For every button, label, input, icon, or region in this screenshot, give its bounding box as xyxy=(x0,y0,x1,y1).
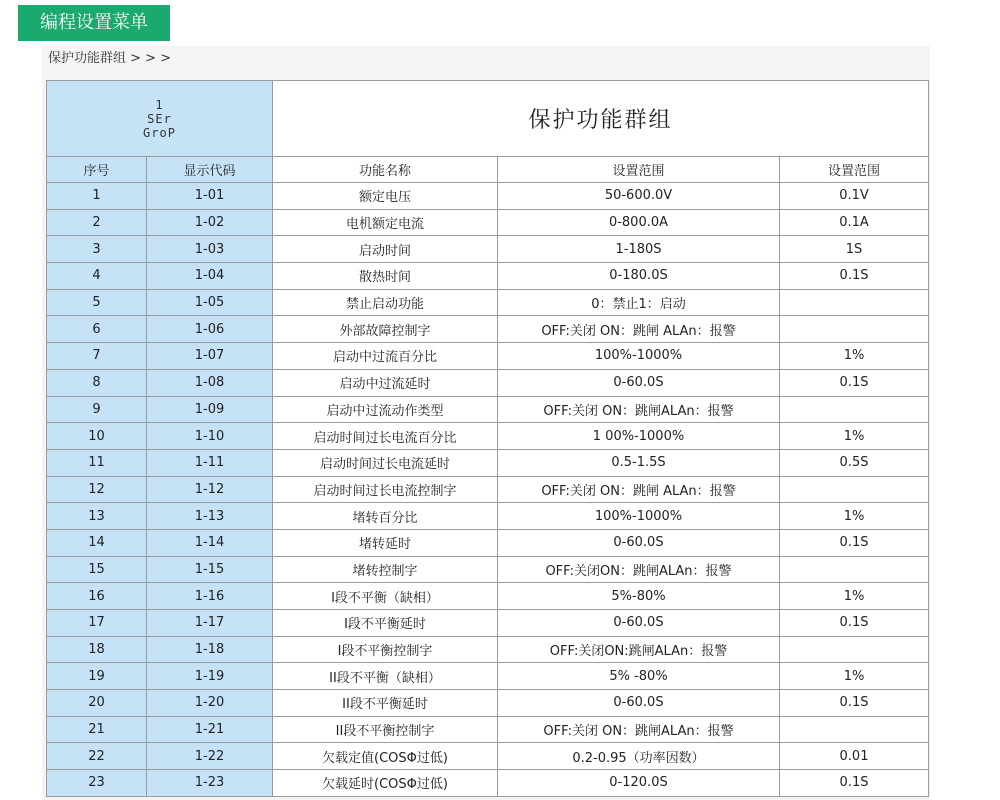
cell-code: 1-02 xyxy=(147,209,273,236)
table-row xyxy=(47,716,929,743)
table-row xyxy=(47,476,929,503)
cell-step: 0.1A xyxy=(780,209,929,236)
table-row xyxy=(47,423,929,450)
cell-step xyxy=(780,396,929,423)
cell-step: 0.1V xyxy=(780,183,929,210)
cell-function-name: I段不平衡控制字 xyxy=(273,636,498,663)
cell-step: 1% xyxy=(780,343,929,370)
cell-function-name: 启动中过流延时 xyxy=(273,369,498,396)
table-row xyxy=(47,743,929,770)
cell-function-name: 散热时间 xyxy=(273,263,498,290)
cell-code: 1-08 xyxy=(147,369,273,396)
cell-index: 23 xyxy=(47,770,147,797)
cell-range: 5%-80% xyxy=(498,583,780,610)
cell-range: 5% -80% xyxy=(498,663,780,690)
cell-range: 0：禁止1：启动 xyxy=(498,289,780,316)
cell-function-name: 启动中过流动作类型 xyxy=(273,396,498,423)
display-code-line: SEr xyxy=(147,111,172,126)
table-row xyxy=(47,209,929,236)
table-row xyxy=(47,396,929,423)
breadcrumb: 保护功能群组 > > > xyxy=(48,51,172,66)
cell-function-name: II段不平衡控制字 xyxy=(273,716,498,743)
table-row xyxy=(47,289,929,316)
cell-step xyxy=(780,716,929,743)
table-row xyxy=(47,236,929,263)
cell-code: 1-22 xyxy=(147,743,273,770)
cell-code: 1-09 xyxy=(147,396,273,423)
cell-range: 0-800.0A xyxy=(498,209,780,236)
cell-step xyxy=(780,289,929,316)
cell-range: 0-60.0S xyxy=(498,369,780,396)
cell-code: 1-14 xyxy=(147,529,273,556)
cell-function-name: 堵转控制字 xyxy=(273,556,498,583)
cell-function-name: 启动中过流百分比 xyxy=(273,343,498,370)
cell-code: 1-10 xyxy=(147,423,273,450)
cell-index: 10 xyxy=(47,423,147,450)
cell-function-name: I段不平衡（缺相） xyxy=(273,583,498,610)
cell-range: OFF:关闭ON:跳闸ALAn：报警 xyxy=(498,636,780,663)
cell-code: 1-01 xyxy=(147,183,273,210)
parameter-table xyxy=(46,80,929,797)
cell-range: 0-60.0S xyxy=(498,529,780,556)
cell-index: 11 xyxy=(47,449,147,476)
cell-code: 1-03 xyxy=(147,236,273,263)
cell-step: 1% xyxy=(780,663,929,690)
cell-function-name: 欠载定值(COSΦ过低) xyxy=(273,743,498,770)
cell-index: 15 xyxy=(47,556,147,583)
cell-step: 0.1S xyxy=(780,690,929,717)
cell-range: OFF:关闭ON：跳闸ALAn：报警 xyxy=(498,556,780,583)
col-header-code: 显示代码 xyxy=(147,157,273,183)
col-header-function: 功能名称 xyxy=(273,157,498,183)
cell-index: 20 xyxy=(47,690,147,717)
cell-function-name: 启动时间过长电流控制字 xyxy=(273,476,498,503)
cell-step: 0.1S xyxy=(780,770,929,797)
cell-code: 1-15 xyxy=(147,556,273,583)
cell-step: 1S xyxy=(780,236,929,263)
cell-range: 100%-1000% xyxy=(498,343,780,370)
cell-code: 1-17 xyxy=(147,610,273,637)
cell-range: 100%-1000% xyxy=(498,503,780,530)
cell-step: 1% xyxy=(780,503,929,530)
cell-step: 0.1S xyxy=(780,369,929,396)
cell-function-name: I段不平衡延时 xyxy=(273,610,498,637)
cell-code: 1-07 xyxy=(147,343,273,370)
cell-range: 1-180S xyxy=(498,236,780,263)
col-header-step: 设置范围 xyxy=(780,157,929,183)
cell-function-name: 禁止启动功能 xyxy=(273,289,498,316)
cell-range: 0-180.0S xyxy=(498,263,780,290)
cell-function-name: 启动时间 xyxy=(273,236,498,263)
cell-function-name: 启动时间过长电流百分比 xyxy=(273,423,498,450)
cell-index: 16 xyxy=(47,583,147,610)
table-row xyxy=(47,263,929,290)
cell-step: 0.01 xyxy=(780,743,929,770)
cell-function-name: 启动时间过长电流延时 xyxy=(273,449,498,476)
cell-step xyxy=(780,556,929,583)
cell-step: 1% xyxy=(780,423,929,450)
cell-index: 6 xyxy=(47,316,147,343)
col-header-index: 序号 xyxy=(47,157,147,183)
cell-code: 1-23 xyxy=(147,770,273,797)
table-row xyxy=(47,770,929,797)
cell-index: 8 xyxy=(47,369,147,396)
table-title-row xyxy=(47,81,929,157)
cell-range: 1 00%-1000% xyxy=(498,423,780,450)
table-row xyxy=(47,610,929,637)
cell-range: 50-600.0V xyxy=(498,183,780,210)
cell-index: 19 xyxy=(47,663,147,690)
cell-index: 12 xyxy=(47,476,147,503)
cell-index: 1 xyxy=(47,183,147,210)
cell-index: 5 xyxy=(47,289,147,316)
section-tag: 编程设置菜单 xyxy=(18,5,170,41)
cell-code: 1-18 xyxy=(147,636,273,663)
cell-code: 1-04 xyxy=(147,263,273,290)
cell-function-name: II段不平衡延时 xyxy=(273,690,498,717)
cell-step xyxy=(780,636,929,663)
cell-range: 0-60.0S xyxy=(498,610,780,637)
cell-code: 1-13 xyxy=(147,503,273,530)
cell-step: 0.1S xyxy=(780,610,929,637)
display-code-line: 1 xyxy=(155,97,164,112)
table-title: 保护功能群组 xyxy=(273,81,929,157)
column-header-row xyxy=(47,157,929,183)
cell-step: 0.1S xyxy=(780,263,929,290)
cell-code: 1-11 xyxy=(147,449,273,476)
cell-range: 0-120.0S xyxy=(498,770,780,797)
cell-range: OFF:关闭 ON：跳闸ALAn：报警 xyxy=(498,396,780,423)
cell-function-name: 电机额定电流 xyxy=(273,209,498,236)
cell-index: 18 xyxy=(47,636,147,663)
cell-code: 1-19 xyxy=(147,663,273,690)
table-row xyxy=(47,449,929,476)
cell-function-name: 外部故障控制字 xyxy=(273,316,498,343)
cell-function-name: 堵转延时 xyxy=(273,529,498,556)
cell-function-name: 欠载延时(COSΦ过低) xyxy=(273,770,498,797)
cell-step xyxy=(780,476,929,503)
table-row xyxy=(47,583,929,610)
cell-step: 1% xyxy=(780,583,929,610)
cell-function-name: 额定电压 xyxy=(273,183,498,210)
table-row xyxy=(47,316,929,343)
table-row xyxy=(47,343,929,370)
table-row xyxy=(47,556,929,583)
table-row xyxy=(47,369,929,396)
cell-range: 0.2-0.95（功率因数） xyxy=(498,743,780,770)
cell-index: 21 xyxy=(47,716,147,743)
table-row xyxy=(47,183,929,210)
display-code-line: GroP xyxy=(143,125,176,140)
cell-index: 17 xyxy=(47,610,147,637)
cell-code: 1-06 xyxy=(147,316,273,343)
table-row xyxy=(47,690,929,717)
cell-range: 0.5-1.5S xyxy=(498,449,780,476)
cell-code: 1-05 xyxy=(147,289,273,316)
display-code-cell xyxy=(47,81,273,157)
table-row xyxy=(47,636,929,663)
cell-index: 9 xyxy=(47,396,147,423)
parameter-table-wrapper xyxy=(46,80,928,797)
table-row xyxy=(47,503,929,530)
table-row xyxy=(47,663,929,690)
cell-code: 1-12 xyxy=(147,476,273,503)
cell-index: 2 xyxy=(47,209,147,236)
cell-function-name: 堵转百分比 xyxy=(273,503,498,530)
cell-code: 1-21 xyxy=(147,716,273,743)
cell-step: 0.5S xyxy=(780,449,929,476)
cell-code: 1-16 xyxy=(147,583,273,610)
cell-index: 14 xyxy=(47,529,147,556)
cell-range: OFF:关闭 ON：跳闸 ALAn：报警 xyxy=(498,476,780,503)
cell-code: 1-20 xyxy=(147,690,273,717)
cell-range: OFF:关闭 ON：跳闸ALAn：报警 xyxy=(498,716,780,743)
cell-index: 22 xyxy=(47,743,147,770)
col-header-range: 设置范围 xyxy=(498,157,780,183)
cell-step xyxy=(780,316,929,343)
cell-index: 3 xyxy=(47,236,147,263)
cell-index: 7 xyxy=(47,343,147,370)
table-row xyxy=(47,529,929,556)
cell-range: 0-60.0S xyxy=(498,690,780,717)
cell-step: 0.1S xyxy=(780,529,929,556)
cell-range: OFF:关闭 ON：跳闸 ALAn：报警 xyxy=(498,316,780,343)
cell-index: 13 xyxy=(47,503,147,530)
cell-index: 4 xyxy=(47,263,147,290)
cell-function-name: II段不平衡（缺相） xyxy=(273,663,498,690)
